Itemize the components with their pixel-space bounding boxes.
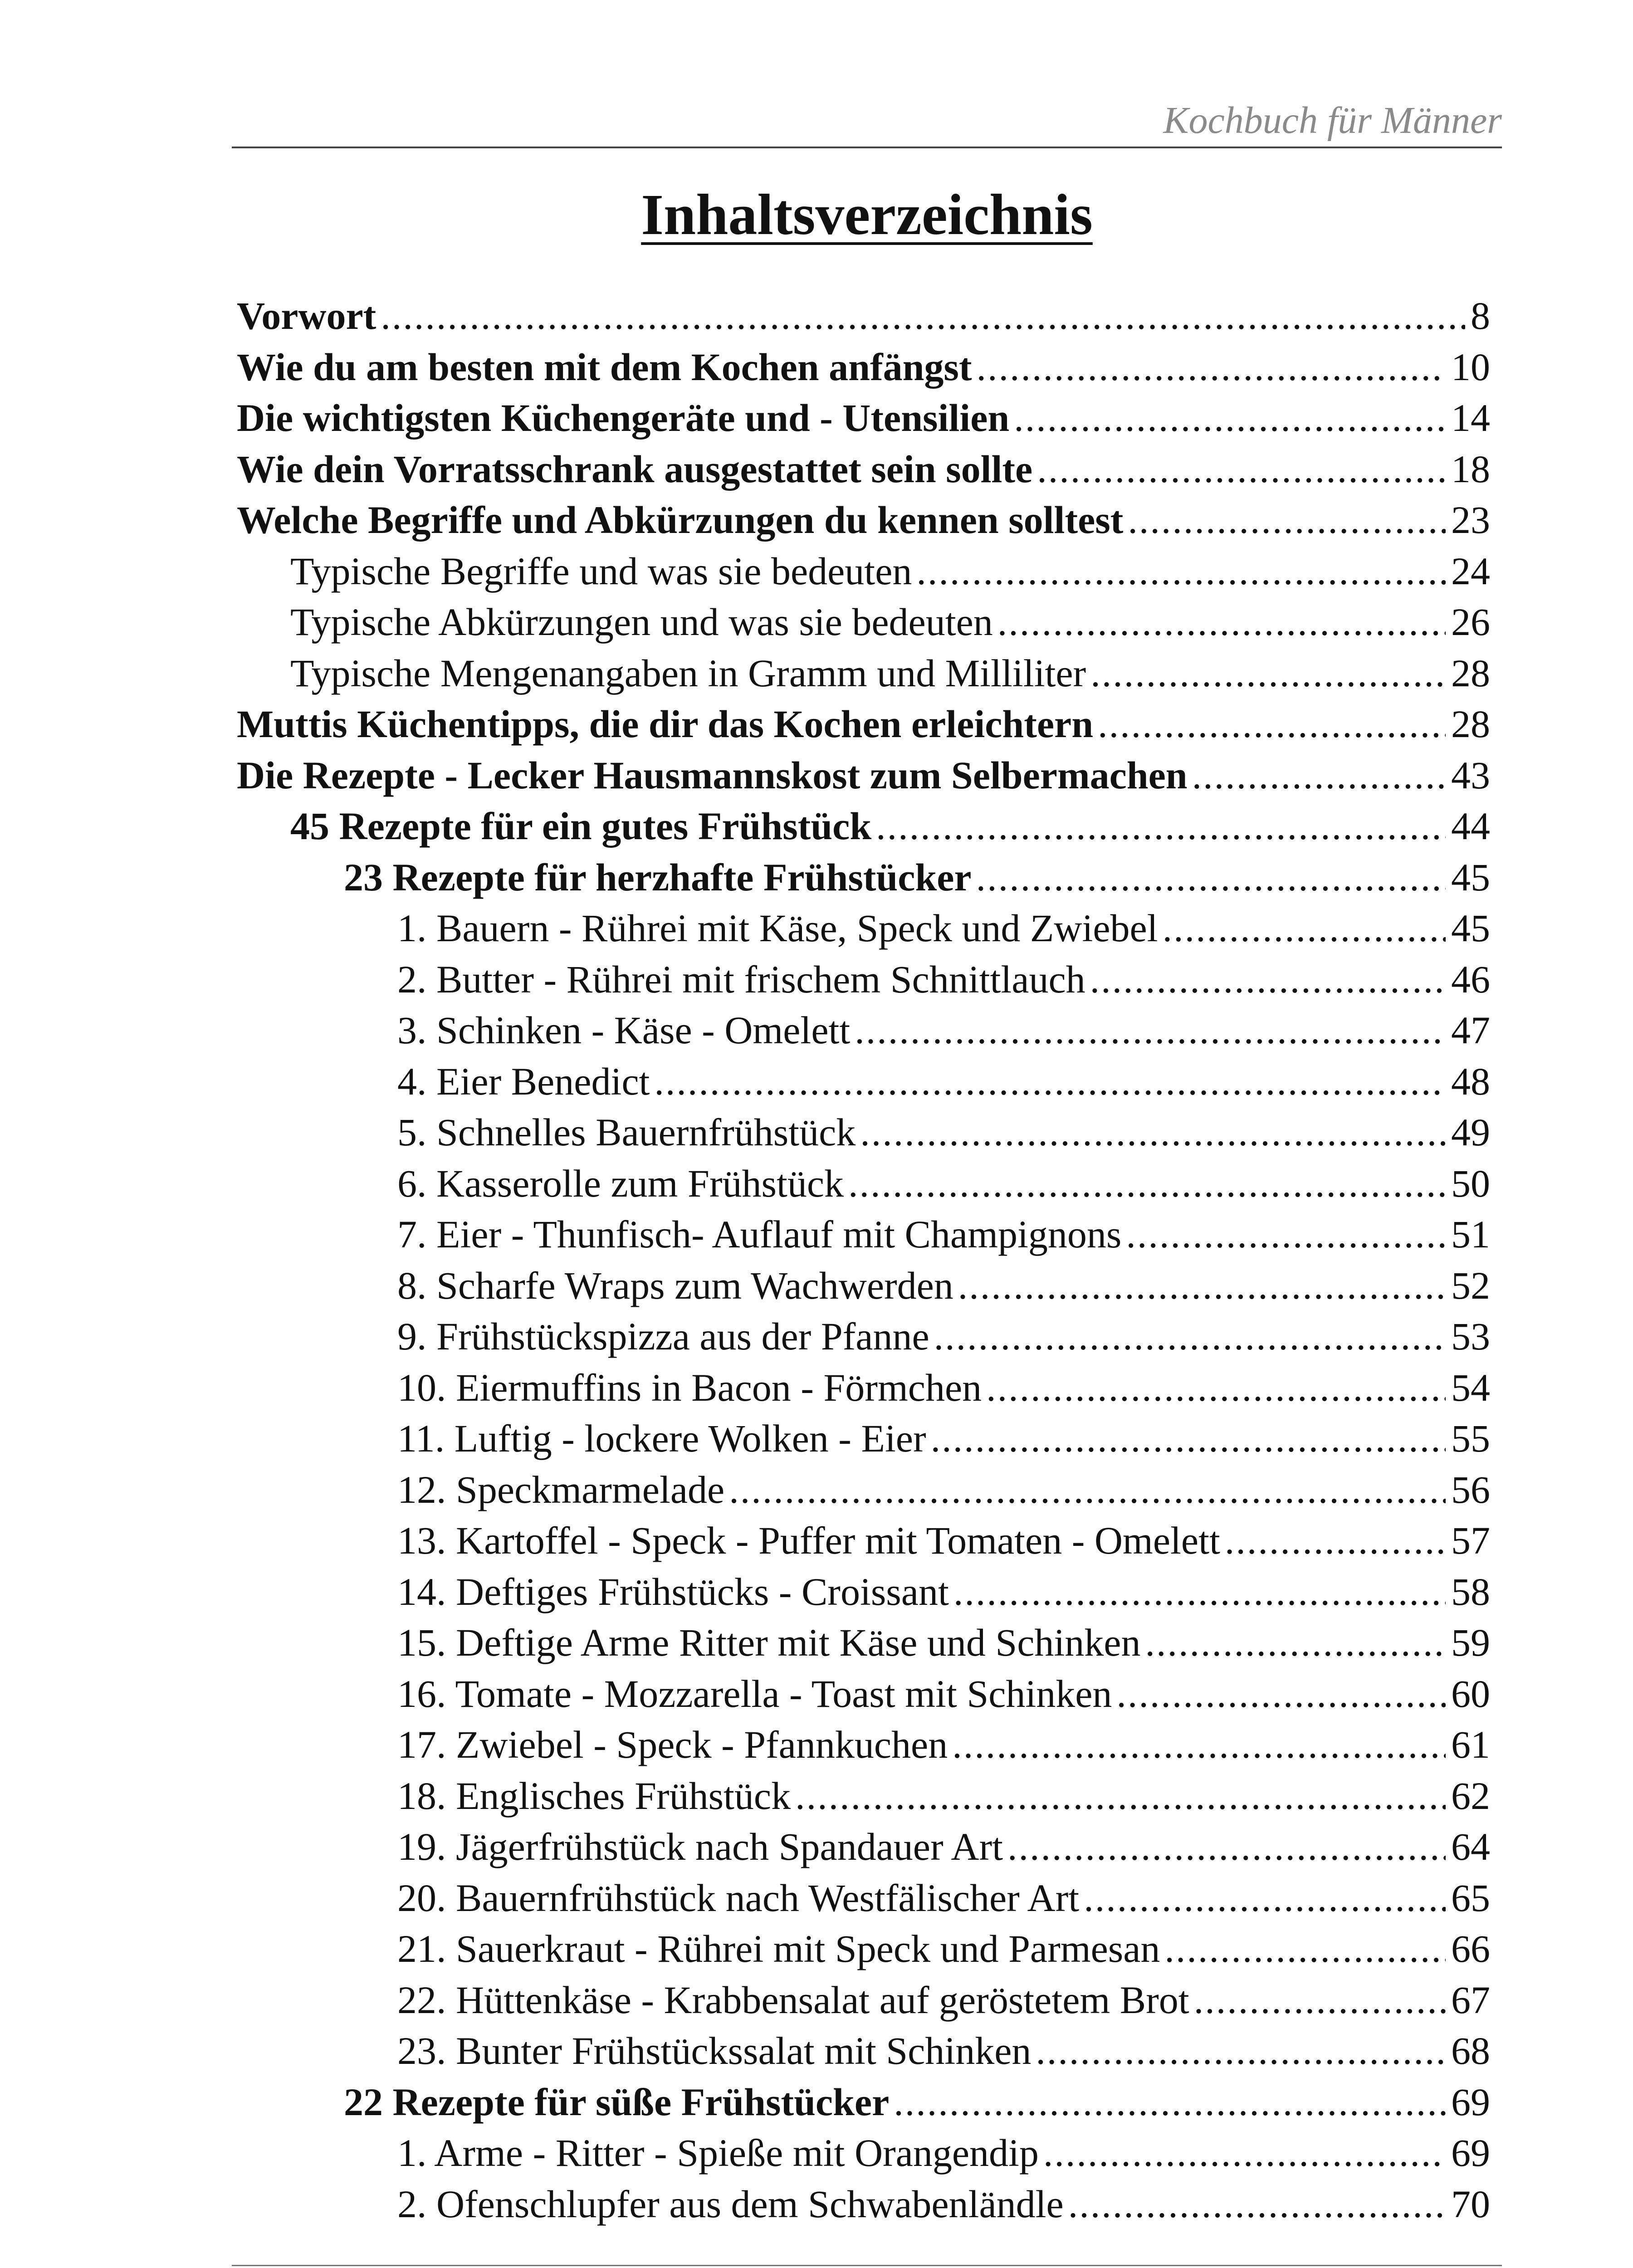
toc-entry-title: 9. Frühstückspizza aus der Pfanne xyxy=(397,1315,929,1358)
toc-entry-title: 13. Kartoffel - Speck - Puffer mit Tomaten - Omelett xyxy=(397,1519,1220,1562)
header-divider xyxy=(232,147,1502,148)
dot-leader xyxy=(1128,494,1446,546)
toc-entry-title: 19. Jägerfrühstück nach Spandauer Art xyxy=(397,1825,1003,1868)
toc-entry-page-number: 68 xyxy=(1451,2029,1490,2072)
toc-entry-title: 21. Sauerkraut - Rührei mit Speck und Parmesan xyxy=(397,1927,1160,1970)
dot-leader xyxy=(952,1719,1446,1770)
toc-entry-title: Wie du am besten mit dem Kochen anfängst xyxy=(237,345,972,389)
toc-entry[interactable] xyxy=(237,546,1490,597)
toc-entry-title: 17. Zwiebel - Speck - Pfannkuchen xyxy=(397,1723,948,1766)
toc-entry[interactable] xyxy=(237,1362,1490,1413)
toc-entry[interactable] xyxy=(237,954,1490,1005)
toc-entry-title: 2. Ofenschlupfer aus dem Schwabenländle xyxy=(397,2182,1064,2226)
dot-leader xyxy=(997,596,1446,648)
toc-entry-page-number: 46 xyxy=(1451,957,1490,1001)
toc-entry[interactable] xyxy=(237,2025,1490,2077)
toc-entry-title: 1. Arme - Ritter - Spieße mit Orangendip xyxy=(397,2131,1039,2175)
toc-entry[interactable] xyxy=(237,1515,1490,1566)
toc-entry-title: 15. Deftige Arme Ritter mit Käse und Schinken xyxy=(397,1621,1141,1664)
toc-entry[interactable] xyxy=(237,852,1490,903)
toc-entry-page-number: 28 xyxy=(1451,651,1490,695)
toc-entry-page-number: 23 xyxy=(1451,498,1490,542)
dot-leader xyxy=(1090,648,1446,699)
toc-entry[interactable] xyxy=(237,1872,1490,1924)
toc-entry-page-number: 10 xyxy=(1451,345,1490,389)
toc-entry-title: 14. Deftiges Frühstücks - Croissant xyxy=(397,1569,949,1613)
dot-leader xyxy=(934,1311,1446,1362)
dot-leader xyxy=(1194,1975,1446,2026)
toc-entry-page-number: 28 xyxy=(1451,702,1490,746)
dot-leader xyxy=(976,852,1446,903)
toc-entry[interactable] xyxy=(237,1311,1490,1362)
dot-leader xyxy=(1225,1515,1446,1566)
toc-entry-page-number: 61 xyxy=(1451,1723,1490,1766)
toc-entry[interactable] xyxy=(237,1209,1490,1260)
toc-entry-page-number: 43 xyxy=(1451,753,1490,797)
dot-leader xyxy=(986,1362,1446,1413)
toc-entry[interactable] xyxy=(237,596,1490,648)
dot-leader xyxy=(953,1566,1446,1618)
toc-entry-title: Vorwort xyxy=(237,294,376,337)
toc-entry[interactable] xyxy=(237,1770,1490,1822)
toc-entry[interactable] xyxy=(237,1923,1490,1975)
dot-leader xyxy=(381,290,1465,342)
toc-entry-title: 23 Rezepte für herzhafte Frühstücker xyxy=(344,855,972,899)
toc-entry[interactable] xyxy=(237,1260,1490,1311)
dot-leader xyxy=(1037,444,1446,495)
dot-leader xyxy=(795,1770,1446,1822)
dot-leader xyxy=(1068,2179,1446,2230)
toc-entry-title: 2. Butter - Rührei mit frischem Schnittlauch xyxy=(397,957,1085,1001)
toc-entry-page-number: 49 xyxy=(1451,1110,1490,1154)
toc-entry-title: Typische Begriffe und was sie bedeuten xyxy=(290,549,912,593)
toc-entry-title: Muttis Küchentipps, die dir das Kochen erleichtern xyxy=(237,702,1094,746)
toc-entry[interactable] xyxy=(237,1719,1490,1770)
dot-leader xyxy=(1164,1923,1446,1975)
footer-divider xyxy=(232,2265,1502,2266)
toc-entry-title: 1. Bauern - Rührei mit Käse, Speck und Zwiebel xyxy=(397,906,1158,950)
toc-entry[interactable] xyxy=(237,494,1490,546)
dot-leader xyxy=(1043,2127,1446,2179)
dot-leader xyxy=(1007,1821,1446,1872)
toc-entry-page-number: 52 xyxy=(1451,1263,1490,1307)
toc-entry[interactable] xyxy=(237,2127,1490,2179)
dot-leader xyxy=(860,1107,1446,1158)
dot-leader xyxy=(729,1464,1446,1515)
toc-entry-page-number: 66 xyxy=(1451,1927,1490,1970)
toc-entry-title: Typische Mengenangaben in Gramm und Milliliter xyxy=(290,651,1086,695)
dot-leader xyxy=(1192,750,1446,801)
toc-entry[interactable] xyxy=(237,290,1490,342)
toc-entry-page-number: 64 xyxy=(1451,1825,1490,1868)
toc-entry-page-number: 55 xyxy=(1451,1417,1490,1460)
toc-entry-page-number: 69 xyxy=(1451,2131,1490,2175)
toc-entry-title: 18. Englisches Frühstück xyxy=(397,1774,791,1818)
table-of-contents xyxy=(237,290,1490,2229)
toc-entry-title: 11. Luftig - lockere Wolken - Eier xyxy=(397,1417,926,1460)
toc-entry-page-number: 62 xyxy=(1451,1774,1490,1818)
toc-entry-page-number: 44 xyxy=(1451,804,1490,848)
toc-entry[interactable] xyxy=(237,1668,1490,1720)
toc-entry-title: 4. Eier Benedict xyxy=(397,1059,650,1103)
toc-entry[interactable] xyxy=(237,648,1490,699)
toc-entry[interactable] xyxy=(237,903,1490,954)
toc-entry-page-number: 48 xyxy=(1451,1059,1490,1103)
toc-entry-title: Welche Begriffe und Abkürzungen du kennen solltest xyxy=(237,498,1124,542)
dot-leader xyxy=(654,1056,1446,1107)
toc-entry[interactable] xyxy=(237,801,1490,852)
toc-entry-title: 22 Rezepte für süße Frühstücker xyxy=(344,2080,890,2124)
dot-leader xyxy=(1098,699,1446,750)
toc-entry-title: Die Rezepte - Lecker Hausmannskost zum Selbermachen xyxy=(237,753,1188,797)
dot-leader xyxy=(916,546,1446,597)
toc-entry-title: 45 Rezepte für ein gutes Frühstück xyxy=(290,804,872,848)
toc-entry[interactable] xyxy=(237,699,1490,750)
toc-entry-page-number: 69 xyxy=(1451,2080,1490,2124)
toc-entry-page-number: 8 xyxy=(1471,294,1490,337)
toc-entry[interactable] xyxy=(237,1005,1490,1056)
toc-entry-page-number: 45 xyxy=(1451,906,1490,950)
running-header: Kochbuch für Männer xyxy=(1163,99,1502,142)
toc-entry[interactable] xyxy=(237,2179,1490,2230)
dot-leader xyxy=(876,801,1446,852)
dot-leader xyxy=(931,1413,1446,1464)
dot-leader xyxy=(958,1260,1446,1311)
dot-leader xyxy=(1163,903,1446,954)
dot-leader xyxy=(855,1005,1446,1056)
toc-entry-title: 23. Bunter Frühstückssalat mit Schinken xyxy=(397,2029,1032,2072)
toc-entry-page-number: 65 xyxy=(1451,1876,1490,1920)
toc-entry-page-number: 59 xyxy=(1451,1621,1490,1664)
toc-entry-page-number: 54 xyxy=(1451,1365,1490,1409)
toc-entry-title: 3. Schinken - Käse - Omelett xyxy=(397,1008,851,1052)
dot-leader xyxy=(1014,392,1446,444)
toc-entry-title: 16. Tomate - Mozzarella - Toast mit Schinken xyxy=(397,1672,1112,1716)
toc-entry-page-number: 56 xyxy=(1451,1467,1490,1511)
dot-leader xyxy=(1145,1617,1446,1668)
toc-entry[interactable] xyxy=(237,1413,1490,1464)
toc-entry-page-number: 60 xyxy=(1451,1672,1490,1716)
toc-entry[interactable] xyxy=(237,1464,1490,1515)
dot-leader xyxy=(1084,1872,1446,1924)
toc-entry[interactable] xyxy=(237,1056,1490,1107)
dot-leader xyxy=(977,342,1446,393)
toc-entry[interactable] xyxy=(237,750,1490,801)
toc-entry-page-number: 51 xyxy=(1451,1212,1490,1256)
toc-entry-title: 22. Hüttenkäse - Krabbensalat auf geröstetem Brot xyxy=(397,1978,1189,2022)
toc-entry-title: 5. Schnelles Bauernfrühstück xyxy=(397,1110,856,1154)
dot-leader xyxy=(1116,1668,1446,1720)
toc-entry[interactable] xyxy=(237,392,1490,444)
toc-entry-page-number: 53 xyxy=(1451,1315,1490,1358)
toc-entry-title: Typische Abkürzungen und was sie bedeuten xyxy=(290,600,993,644)
toc-entry-page-number: 26 xyxy=(1451,600,1490,644)
toc-entry-title: 10. Eiermuffins in Bacon - Förmchen xyxy=(397,1365,982,1409)
dot-leader xyxy=(1090,954,1446,1005)
toc-entry-page-number: 14 xyxy=(1451,396,1490,440)
toc-entry-page-number: 70 xyxy=(1451,2182,1490,2226)
toc-entry[interactable] xyxy=(237,1107,1490,1158)
toc-entry[interactable] xyxy=(237,1821,1490,1872)
toc-entry-title: 8. Scharfe Wraps zum Wachwerden xyxy=(397,1263,953,1307)
toc-title: Inhaltsverzeichnis xyxy=(641,182,1093,247)
dot-leader xyxy=(848,1158,1446,1209)
toc-entry[interactable] xyxy=(237,1617,1490,1668)
toc-entry-page-number: 57 xyxy=(1451,1519,1490,1562)
toc-entry[interactable] xyxy=(237,1975,1490,2026)
toc-entry-page-number: 24 xyxy=(1451,549,1490,593)
dot-leader xyxy=(1126,1209,1446,1260)
toc-entry-page-number: 18 xyxy=(1451,447,1490,491)
toc-entry-page-number: 50 xyxy=(1451,1161,1490,1205)
toc-entry[interactable] xyxy=(237,1566,1490,1618)
toc-entry-page-number: 47 xyxy=(1451,1008,1490,1052)
toc-entry-title: 6. Kasserolle zum Frühstück xyxy=(397,1161,844,1205)
toc-entry-title: Wie dein Vorratsschrank ausgestattet sein sollte xyxy=(237,447,1033,491)
toc-entry[interactable] xyxy=(237,2077,1490,2128)
toc-entry-page-number: 45 xyxy=(1451,855,1490,899)
toc-entry-page-number: 58 xyxy=(1451,1569,1490,1613)
dot-leader xyxy=(1036,2025,1446,2077)
dot-leader xyxy=(894,2077,1446,2128)
toc-entry-page-number: 67 xyxy=(1451,1978,1490,2022)
toc-entry[interactable] xyxy=(237,444,1490,495)
toc-entry[interactable] xyxy=(237,342,1490,393)
toc-entry-title: 12. Speckmarmelade xyxy=(397,1467,725,1511)
toc-entry[interactable] xyxy=(237,1158,1490,1209)
toc-entry-title: 7. Eier - Thunfisch- Auflauf mit Champignons xyxy=(397,1212,1122,1256)
toc-entry-title: Die wichtigsten Küchengeräte und - Utensilien xyxy=(237,396,1010,440)
toc-entry-title: 20. Bauernfrühstück nach Westfälischer Art xyxy=(397,1876,1080,1920)
